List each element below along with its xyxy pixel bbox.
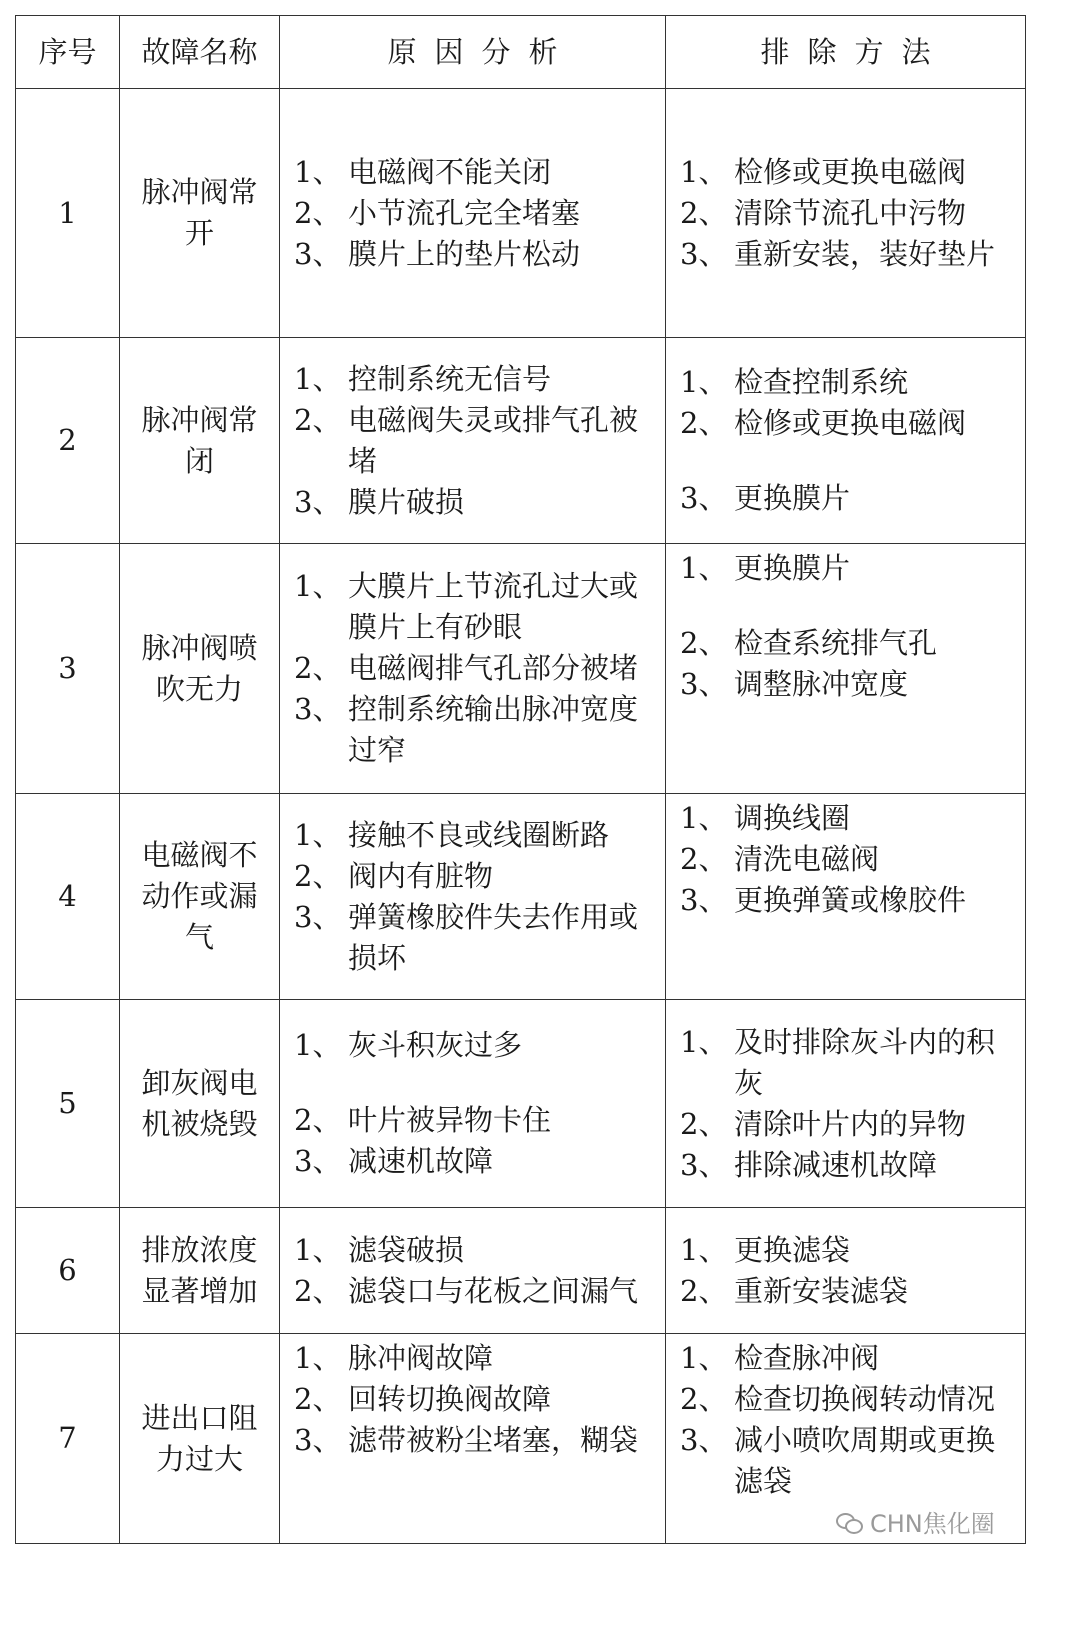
- list-item: 1、 更换滤袋: [680, 1232, 851, 1267]
- row-number: 3: [16, 544, 120, 794]
- row-number: 2: [16, 338, 120, 544]
- watermark-text: CHN焦化圈: [870, 1510, 995, 1538]
- row-number: 1: [16, 89, 120, 338]
- list-item: 2、 滤袋口与花板之间漏气: [294, 1273, 639, 1308]
- list-item: 1、 脉冲阀故障: [294, 1341, 494, 1375]
- list-item: 3、 控制系统输出脉冲宽度过窄: [294, 692, 639, 767]
- fault-name: 卸灰阀电机被烧毁: [120, 1000, 280, 1208]
- list-item: 3、 膜片上的垫片松动: [294, 236, 581, 271]
- fault-name: 电磁阀不动作或漏气: [120, 794, 280, 1000]
- list-item: 2、 检修或更换电磁阀: [680, 406, 967, 440]
- cause-list: [280, 794, 666, 1000]
- table-row: [16, 794, 1026, 1000]
- list-item: 1、 大膜片上节流孔过大或膜片上有砂眼: [294, 569, 639, 644]
- list-item: 3、 更换膜片: [680, 481, 851, 515]
- list-item: 3、 减小喷吹周期或更换滤袋: [680, 1423, 996, 1498]
- list-item: 3、 排除减速机故障: [680, 1147, 938, 1182]
- list-item: 3、 减速机故障: [294, 1144, 494, 1178]
- list-item: 2、 阀内有脏物: [294, 858, 494, 893]
- row-number: 4: [16, 794, 120, 1000]
- list-item: 2、 回转切换阀故障: [294, 1382, 552, 1416]
- list-item: 1、 检修或更换电磁阀: [680, 154, 967, 189]
- list-item: 2、 叶片被异物卡住: [294, 1103, 552, 1137]
- header-no: 序号: [16, 16, 120, 89]
- fault-name: 脉冲阀常开: [120, 89, 280, 338]
- list-item: 1、 调换线圈: [680, 801, 851, 835]
- cause-list: [280, 338, 666, 544]
- list-item: 3、 更换弹簧或橡胶件: [680, 883, 967, 917]
- row-number: 6: [16, 1208, 120, 1334]
- table-row: [16, 1000, 1026, 1208]
- list-item: 2、 小节流孔完全堵塞: [294, 195, 581, 230]
- list-item: 2、 清除节流孔中污物: [680, 195, 967, 230]
- cause-list: [280, 544, 666, 794]
- fix-list: [666, 89, 1026, 338]
- list-item: 1、 控制系统无信号: [294, 361, 552, 396]
- list-item: 1、 灰斗积灰过多: [294, 1028, 523, 1062]
- fix-list: [666, 1208, 1026, 1334]
- row-number: 5: [16, 1000, 120, 1208]
- row-number: 7: [16, 1334, 120, 1544]
- fix-list: [666, 338, 1026, 544]
- cause-list: [280, 1000, 666, 1208]
- list-item: 1、 电磁阀不能关闭: [294, 154, 552, 189]
- fault-name: 进出口阻力过大: [120, 1334, 280, 1544]
- list-item: 2、 检查系统排气孔: [680, 626, 938, 660]
- header-row: [16, 16, 1026, 89]
- list-item: 3、 调整脉冲宽度: [680, 667, 909, 701]
- fault-table: [15, 15, 1026, 1544]
- header-fix: 排除方法: [666, 16, 1026, 89]
- wechat-icon: [836, 1511, 864, 1533]
- list-item: 1、 滤袋破损: [294, 1232, 465, 1267]
- list-item: 3、 膜片破损: [294, 484, 465, 519]
- fix-list: [666, 794, 1026, 1000]
- list-item: 2、 电磁阀失灵或排气孔被堵: [294, 402, 639, 478]
- list-item: 3、 弹簧橡胶件失去作用或损坏: [294, 899, 639, 975]
- table-row: [16, 89, 1026, 338]
- table-row: [16, 1208, 1026, 1334]
- list-item: 3、 滤带被粉尘堵塞，糊袋: [294, 1423, 639, 1457]
- list-item: 1、 接触不良或线圈断路: [294, 817, 610, 852]
- list-item: 2、 清除叶片内的异物: [680, 1106, 967, 1141]
- list-item: 2、 清洗电磁阀: [680, 842, 880, 876]
- fix-list: [666, 544, 1026, 794]
- list-item: 2、 重新安装滤袋: [680, 1273, 909, 1308]
- fault-name: 排放浓度显著增加: [120, 1208, 280, 1334]
- watermark: [836, 1504, 995, 1539]
- header-cause: 原因分析: [280, 16, 666, 89]
- table-row: [16, 544, 1026, 794]
- cause-list: [280, 1334, 666, 1544]
- fault-name: 脉冲阀常闭: [120, 338, 280, 544]
- fix-list: [666, 1000, 1026, 1208]
- list-item: 1、 检查控制系统: [680, 365, 909, 399]
- list-item: 1、 检查脉冲阀: [680, 1341, 880, 1375]
- cause-list: [280, 1208, 666, 1334]
- list-item: 1、 及时排除灰斗内的积灰: [680, 1024, 996, 1100]
- header-name: 故障名称: [120, 16, 280, 89]
- fault-name: 脉冲阀喷吹无力: [120, 544, 280, 794]
- list-item: 2、 检查切换阀转动情况: [680, 1382, 996, 1416]
- list-item: 2、 电磁阀排气孔部分被堵: [294, 651, 639, 685]
- list-item: 3、 重新安装，装好垫片: [680, 236, 996, 271]
- cause-list: [280, 89, 666, 338]
- table-row: [16, 338, 1026, 544]
- list-item: 1、 更换膜片: [680, 551, 851, 585]
